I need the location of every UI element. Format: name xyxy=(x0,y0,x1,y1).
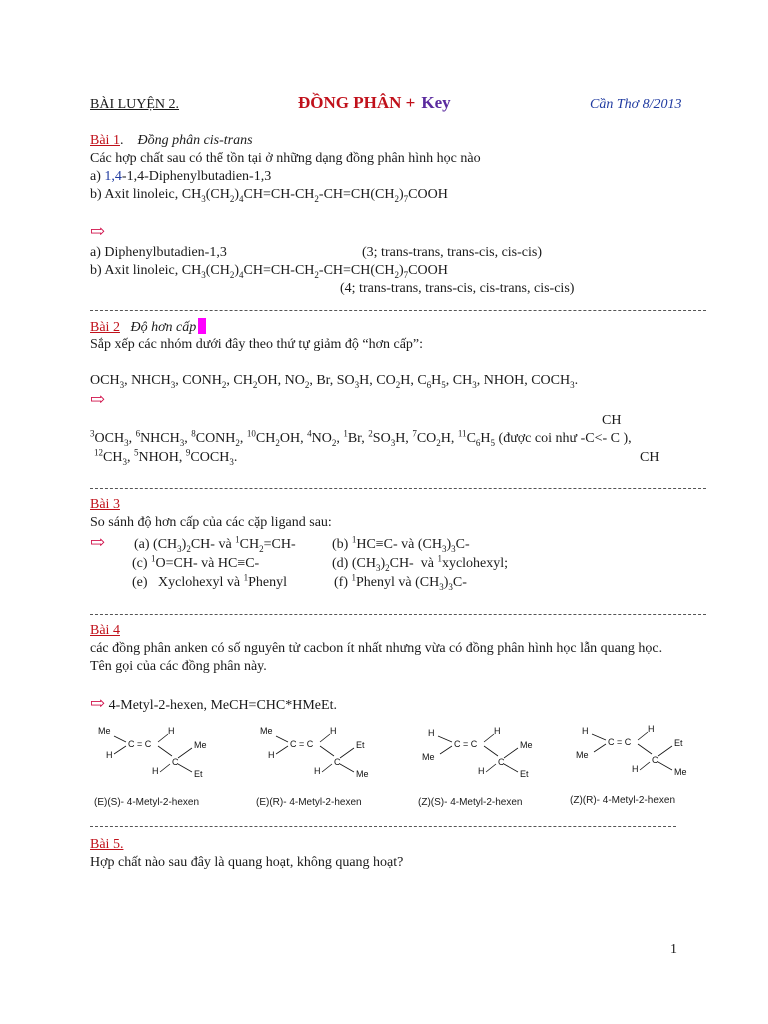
bai1-a-text: 1,4-Diphenylbutadien-1,3 xyxy=(126,169,272,184)
svg-text:H: H xyxy=(330,726,337,736)
header-left: BÀI LUYỆN 2. xyxy=(90,97,180,112)
bai3-answer-arrow: ⇨ xyxy=(90,532,106,552)
svg-text:Me: Me xyxy=(674,767,687,777)
svg-text:H: H xyxy=(106,750,113,760)
divider-1 xyxy=(90,310,706,311)
svg-text:C: C xyxy=(652,755,659,765)
svg-text:Et: Et xyxy=(674,738,683,748)
svg-text:C = C: C = C xyxy=(128,739,152,749)
caption-er: (E)(R)- 4-Metyl-2-hexen xyxy=(256,797,362,808)
svg-text:C: C xyxy=(334,757,341,767)
bai4-heading xyxy=(90,622,120,640)
bai4-answer-arrow: ⇨ xyxy=(90,693,106,713)
svg-text:Et: Et xyxy=(194,769,203,779)
svg-text:H: H xyxy=(582,726,589,736)
divider-4 xyxy=(90,826,676,827)
svg-text:H: H xyxy=(648,724,655,734)
structure-zr xyxy=(574,720,704,780)
svg-text:H: H xyxy=(168,726,175,736)
page-title xyxy=(298,94,451,112)
structure-es xyxy=(94,722,224,782)
bai2-answer-arrow: ⇨ xyxy=(90,389,106,409)
bai2-ch-top: CH xyxy=(602,413,622,428)
bai4-label: Bài 4 xyxy=(90,623,120,638)
svg-text:C = C: C = C xyxy=(608,737,632,747)
bai3-pair-c: (c) $^1$O=CH- và HC≡C- xyxy=(132,553,260,571)
bai4-question-1: các đồng phân anken có số nguyên tử cacbon ít nhất nhưng vừa có đồng phân hình học lẫn quang học. xyxy=(90,641,663,656)
bai1-item-a: a) 1,4-1,4-Diphenylbutadien-1,3 xyxy=(90,169,272,184)
title-key: Key xyxy=(421,93,451,112)
svg-text:H: H xyxy=(152,766,159,776)
bai1-answer-a: a) Diphenylbutadien-1,3 xyxy=(90,245,227,260)
bai1-answer-b: b) Axit linoleic, $CH_3(CH_2)_4CH=CH-CH_2-CH=CH(CH_2)_7COOH$ xyxy=(90,263,448,280)
caption-es: (E)(S)- 4-Metyl-2-hexen xyxy=(94,797,200,808)
structure-er xyxy=(256,722,386,782)
bai1-heading: Bài 1. Đồng phân cis-trans xyxy=(90,133,253,148)
svg-text:H: H xyxy=(478,766,485,776)
bai2-ch-bottom: CH xyxy=(640,450,660,465)
bai1-label: Bài 1 xyxy=(90,133,120,148)
bai3-pair-d: (d) $(CH_3)_2CH-$ và $^1$xyclohexyl; xyxy=(332,553,509,573)
bai5-question: Hợp chất nào sau đây là quang hoạt, không quang hoạt? xyxy=(90,855,404,870)
bai3-question: So sánh độ hơn cấp của các cặp ligand sau: xyxy=(90,515,332,530)
bai3-pair-a: (a) $(CH_3)_2CH-$ và $^1CH_2=CH-$ xyxy=(134,534,296,554)
bai4-answer xyxy=(90,694,337,715)
bai3-pair-b: (b) $^1$HC≡C- và $(CH_3)_3C-$ xyxy=(332,534,470,554)
bai1-question: Các hợp chất sau có thể tồn tại ở những dạng đồng phân hình học nào xyxy=(90,151,481,166)
divider-3 xyxy=(90,614,706,615)
svg-text:H: H xyxy=(494,726,501,736)
svg-text:C = C: C = C xyxy=(454,739,478,749)
svg-text:C: C xyxy=(498,757,505,767)
bai1-b-prefix: b) Axit linoleic, CH xyxy=(90,187,202,202)
svg-text:Me: Me xyxy=(422,752,435,762)
highlight-mark xyxy=(198,318,206,334)
bai2-label: Bài 2 xyxy=(90,320,120,335)
svg-text:Et: Et xyxy=(520,769,529,779)
svg-text:H: H xyxy=(268,750,275,760)
svg-text:C = C: C = C xyxy=(290,739,314,749)
structure-zs xyxy=(420,722,550,782)
bai3-label: Bài 3 xyxy=(90,497,120,512)
svg-text:Me: Me xyxy=(98,726,111,736)
svg-text:H: H xyxy=(428,728,435,738)
page-number: 1 xyxy=(670,942,677,957)
svg-text:Me: Me xyxy=(356,769,369,779)
bai1-topic: Đồng phân cis-trans xyxy=(137,133,253,148)
bai2-note: (được coi như -C<- C ), xyxy=(498,431,632,446)
svg-text:Et: Et xyxy=(356,740,365,750)
bai2-answer-line2: $^{12}CH_3$, $^5$NHOH, $^9COCH_3$. xyxy=(94,447,238,467)
bai2-heading xyxy=(90,318,206,337)
svg-text:H: H xyxy=(632,764,639,774)
bai4-question-2: Tên gọi của các đồng phân này. xyxy=(90,659,267,674)
title-text: ĐỒNG PHÂN + xyxy=(298,93,416,112)
bai3-pair-f: (f) $^1$Phenyl và $(CH_3)_3C-$ xyxy=(334,572,467,592)
bai2-topic: Độ hơn cấp xyxy=(130,320,197,335)
bai3-pair-e: (e) Xyclohexyl và $^1$Phenyl xyxy=(132,572,287,590)
bai1-answer-b-note: (4; trans-trans, trans-cis, cis-trans, cis-cis) xyxy=(340,281,575,296)
bai2-group-list: $OCH_3$, $NHCH_3$, $CONH_2$, $CH_2OH$, $NO_2$, Br, $SO_3H$, $CO_2H$, $C_6H_5$, $CH_3$, NHOH, $COCH_3$. xyxy=(90,373,579,390)
svg-text:H: H xyxy=(314,766,321,776)
bai1-answer-b-prefix: b) Axit linoleic, CH xyxy=(90,263,202,278)
bai5-heading xyxy=(90,836,123,854)
bai4-answer-text: 4-Metyl-2-hexen, MeCH=CHC*HMeEt. xyxy=(108,698,337,713)
svg-text:Me: Me xyxy=(576,750,589,760)
bai5-label: Bài 5. xyxy=(90,837,124,852)
bai2-answer-line1: $^3OCH_3$, $^6NHCH_3$, $^8CONH_2$, $^{10}CH_2OH$, $^4NO_2$, $^1$Br, $^2SO_3H$, $^7CO_2H$, $^{11}C_6H_5$ (được coi như -C<- C ), xyxy=(90,428,632,448)
bai1-answer-a-note: (3; trans-trans, trans-cis, cis-cis) xyxy=(362,245,542,260)
divider-2 xyxy=(90,488,706,489)
caption-zr: (Z)(R)- 4-Metyl-2-hexen xyxy=(570,795,676,806)
caption-zs: (Z)(S)- 4-Metyl-2-hexen xyxy=(418,797,523,808)
header-date: Cần Thơ 8/2013 xyxy=(590,97,682,112)
svg-text:Me: Me xyxy=(260,726,273,736)
svg-text:Me: Me xyxy=(194,740,207,750)
bai1-item-b: b) Axit linoleic, $CH_3(CH_2)_4CH=CH-CH_2-CH=CH(CH_2)_7COOH$ xyxy=(90,187,448,204)
bai3-heading xyxy=(90,496,120,514)
bai1-answer-arrow: ⇨ xyxy=(90,221,106,241)
bai2-question: Sắp xếp các nhóm dưới đây theo thứ tự giảm độ “hơn cấp”: xyxy=(90,337,424,352)
svg-text:C: C xyxy=(172,757,179,767)
svg-text:Me: Me xyxy=(520,740,533,750)
